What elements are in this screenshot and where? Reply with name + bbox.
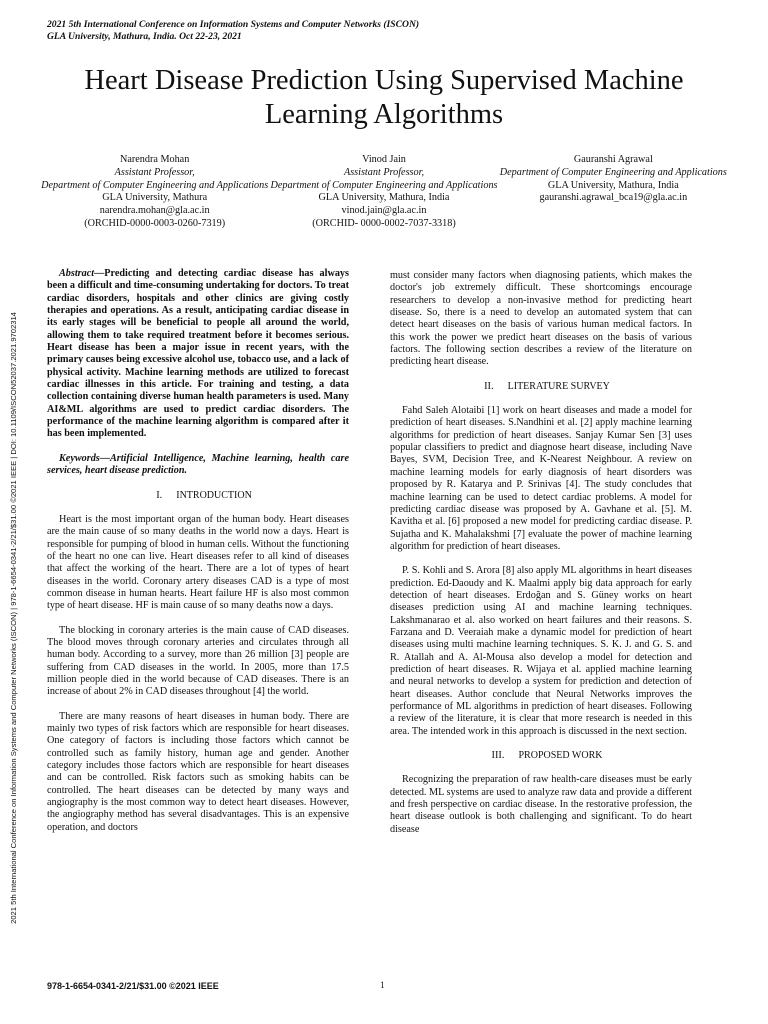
intro-paragraph-3: There are many reasons of heart diseases in human body. There are mainly two types of risk factors which are responsible for heart diseases. One category of factors is including those factors which cannot be controlled such as family history, human age and gender. Another category includes those factors which are responsible for heart diseases and can be controlled. Risk factors such as smoking habits can be controlled. The heart diseases can be detected by many ways and angiography is the most common way to detect heart diseases. However, the angiography method has several disadvantages. This is an expensive operation, and doctors: [47, 710, 349, 833]
section-number: II.: [484, 380, 494, 392]
left-column: [47, 268, 349, 846]
author-email: vinod.jain@gla.ac.in: [341, 205, 427, 217]
literature-paragraph-1: Fahd Saleh Alotaibi [1] work on heart diseases and made a model for prediction of heart diseases. S.Nandhini et al. [2] apply machine learning algorithms for prediction of heart diseases. Sanjay Kumar Sen [3] uses popular classifiers to predict and diagnose heart disease, including Nave Bayes, SVM, Decision Tree, and K-Nearest Neighbour. A review on machine learning models for early diagnosis of heart disorders was proposed by R. Katarya and P. Srinivas [4]. The study concludes that machine learning can be used to detect cardiac problems. A model for predicting cardiac disease was proposed by A. Gavhane et al. [5]. M. Kavitha et al. [6] proposed a new model for predicting cardiac disease. P. Sujatha and K. Mahalakshmi [7] evaluate the power of machine learning algorithm for prediction of heart diseases.: [390, 405, 692, 552]
author-2: [269, 154, 498, 231]
author-email: gauranshi.agrawal_bca19@gla.ac.in: [539, 192, 688, 204]
side-doi-strip: 2021 5th International Conference on Information Systems and Computer Networks (ISCON) | 978-1-6654-0341-2/21/$31.00 ©2021 IEEE | DOI: 10.1109/ISCON52037.2021.9702314: [9, 312, 18, 924]
intro-paragraph-2: The blocking in coronary arteries is the main cause of CAD diseases. The blood moves through coronary arteries and circulates through all human body. According to a survey, more than 26 million [3] people are suffering from CAD diseases in the world. In 2005, more than 17.5 million people died in the world because of CAD diseases. There is an increase of about 2% in CAD diseases throughout [4] the world.: [47, 624, 349, 698]
abstract-label: Abstract: [59, 268, 95, 279]
author-dept: Department of Computer Engineering and Applications: [41, 179, 269, 191]
author-dept: Department of Computer Engineering and Applications: [499, 166, 727, 178]
author-dept: Department of Computer Engineering and Applications: [270, 179, 498, 191]
abstract: [47, 268, 349, 441]
keywords: [47, 453, 349, 478]
author-email: narendra.mohan@gla.ac.in: [99, 205, 210, 217]
intro-paragraph-continued: must consider many factors when diagnosing patients, which makes the doctor's job extremely difficult. These shortcomings encourage researchers to develop a non-invasive method for predicting heart disease. So, there is a need to develop an automated system that can detect heart diseases on the basis of various human medical factors. In this work the power we predict heart diseases on the basis of various factors. The following section describes a review of the literature on predicting heart disease.: [390, 270, 692, 368]
section-heading-introduction: [47, 490, 349, 502]
paper-title: Heart Disease Prediction Using Supervised Machine Learning Algorithms: [84, 65, 684, 130]
author-name: Narendra Mohan: [120, 154, 190, 165]
author-orcid: (ORCHID- 0000-0002-7037-3318): [312, 217, 456, 229]
conference-line-1: 2021 5th International Conference on Information Systems and Computer Networks (ISCON): [47, 19, 420, 30]
author-1: [40, 154, 269, 231]
author-role: Assistant Professor,: [114, 166, 195, 178]
section-number: III.: [491, 750, 505, 762]
literature-paragraph-2: P. S. Kohli and S. Arora [8] also apply ML algorithms in heart diseases prediction. Ed-Daoudy and K. Maalmi apply big data approach for early detection of heart diseases. Erdoğan and S. Güney works on heart diseases prediction using AI and machine learning techniques. Lakshmanarao et al. also worked on heart failures and their reasons. S. Farzana and D. Veeraiah make a dynamic model for prediction of heart diseases using multi machine learning techniques. S. K. J. and G. S. and R. Atallah and A. Al-Mousa also develop a model for detection and prediction of heart diseases. R. Wijaya et al. applied machine learning and neural networks to develop a system for prediction and detection of heart diseases. Author conclude that Neural Networks improves the performance of ML algorithms in prediction of heart diseases. Following a review of the literature, it is clear that more research is needed in this area. The intended work in this approach is discussed in the next section.: [390, 565, 692, 737]
conference-line-2: GLA University, Mathura, India. Oct 22-23, 2021: [47, 31, 242, 42]
author-affiliation: GLA University, Mathura: [102, 192, 208, 204]
author-role: Assistant Professor,: [343, 166, 424, 178]
abstract-text: —Predicting and detecting cardiac disease has always been a difficult and time-consuming undertaking for doctors. To treat cardiac disorders, hospitals and other clinics are giving costly therapies and operations. As a result, anticipating cardiac disease in its early stages will be beneficial to people all around the world, allowing them to take required treatment before it becomes serious. Heart disease has been a major issue in recent years, with the primary causes being excessive alcohol use, tobacco use, and a lack of physical activity. Machine learning methods are utilized to forecast cardiac illnesses in this article. For training and testing, a data collection containing diverse human health parameters is used. Many AI&ML algorithms are used to predict cardiac disorders. The performance of the machine learning algorithm is compared after it has been implemented.: [47, 268, 349, 440]
section-title: INTRODUCTION: [176, 489, 252, 501]
section-title: LITERATURE SURVEY: [507, 380, 610, 392]
keywords-label: Keywords: [59, 452, 100, 464]
page-number: 1: [380, 981, 385, 991]
author-orcid: (ORCHID-0000-0003-0260-7319): [84, 217, 226, 229]
conference-header: [47, 19, 419, 43]
right-column: [390, 270, 692, 848]
section-title: PROPOSED WORK: [518, 750, 603, 762]
keywords-text: —Artificial Intelligence, Machine learning, health care services, heart disease prediction.: [47, 452, 349, 477]
author-name: Gauranshi Agrawal: [573, 154, 653, 165]
intro-paragraph-1: Heart is the most important organ of the human body. Heart diseases are the main cause of so many deaths in the world now a days. Heart is responsible for pumping of blood in human cells. Without the functioning of the heart no one can live. Heart diseases refer to all kind of diseases that affect the working of the heart. There are a lot of types of heart diseases in the world. Coronary artery diseases CAD is a type of most common disease in human hearts. Heart failure HF is also most common type of heart disease. HF is main cause of so many deaths now a days.: [47, 513, 349, 612]
author-3: [499, 154, 728, 231]
author-name: Vinod Jain: [362, 154, 406, 165]
footer-isbn: 978-1-6654-0341-2/21/$31.00 ©2021 IEEE: [47, 981, 219, 991]
section-heading-proposed-work: [390, 750, 692, 762]
proposed-paragraph-1: Recognizing the preparation of raw health-care diseases must be early detected. ML systems are used to analyze raw data and provide a different and fresh perspective on cardiac disease. In the restorative profession, the heart disease outlook is both challenging and significant. To do heart disease: [390, 774, 692, 835]
author-affiliation: GLA University, Mathura, India: [318, 192, 450, 204]
author-affiliation: GLA University, Mathura, India: [547, 179, 679, 191]
section-heading-literature-survey: [390, 381, 692, 393]
section-number: I.: [156, 489, 163, 501]
author-block: [40, 154, 728, 231]
